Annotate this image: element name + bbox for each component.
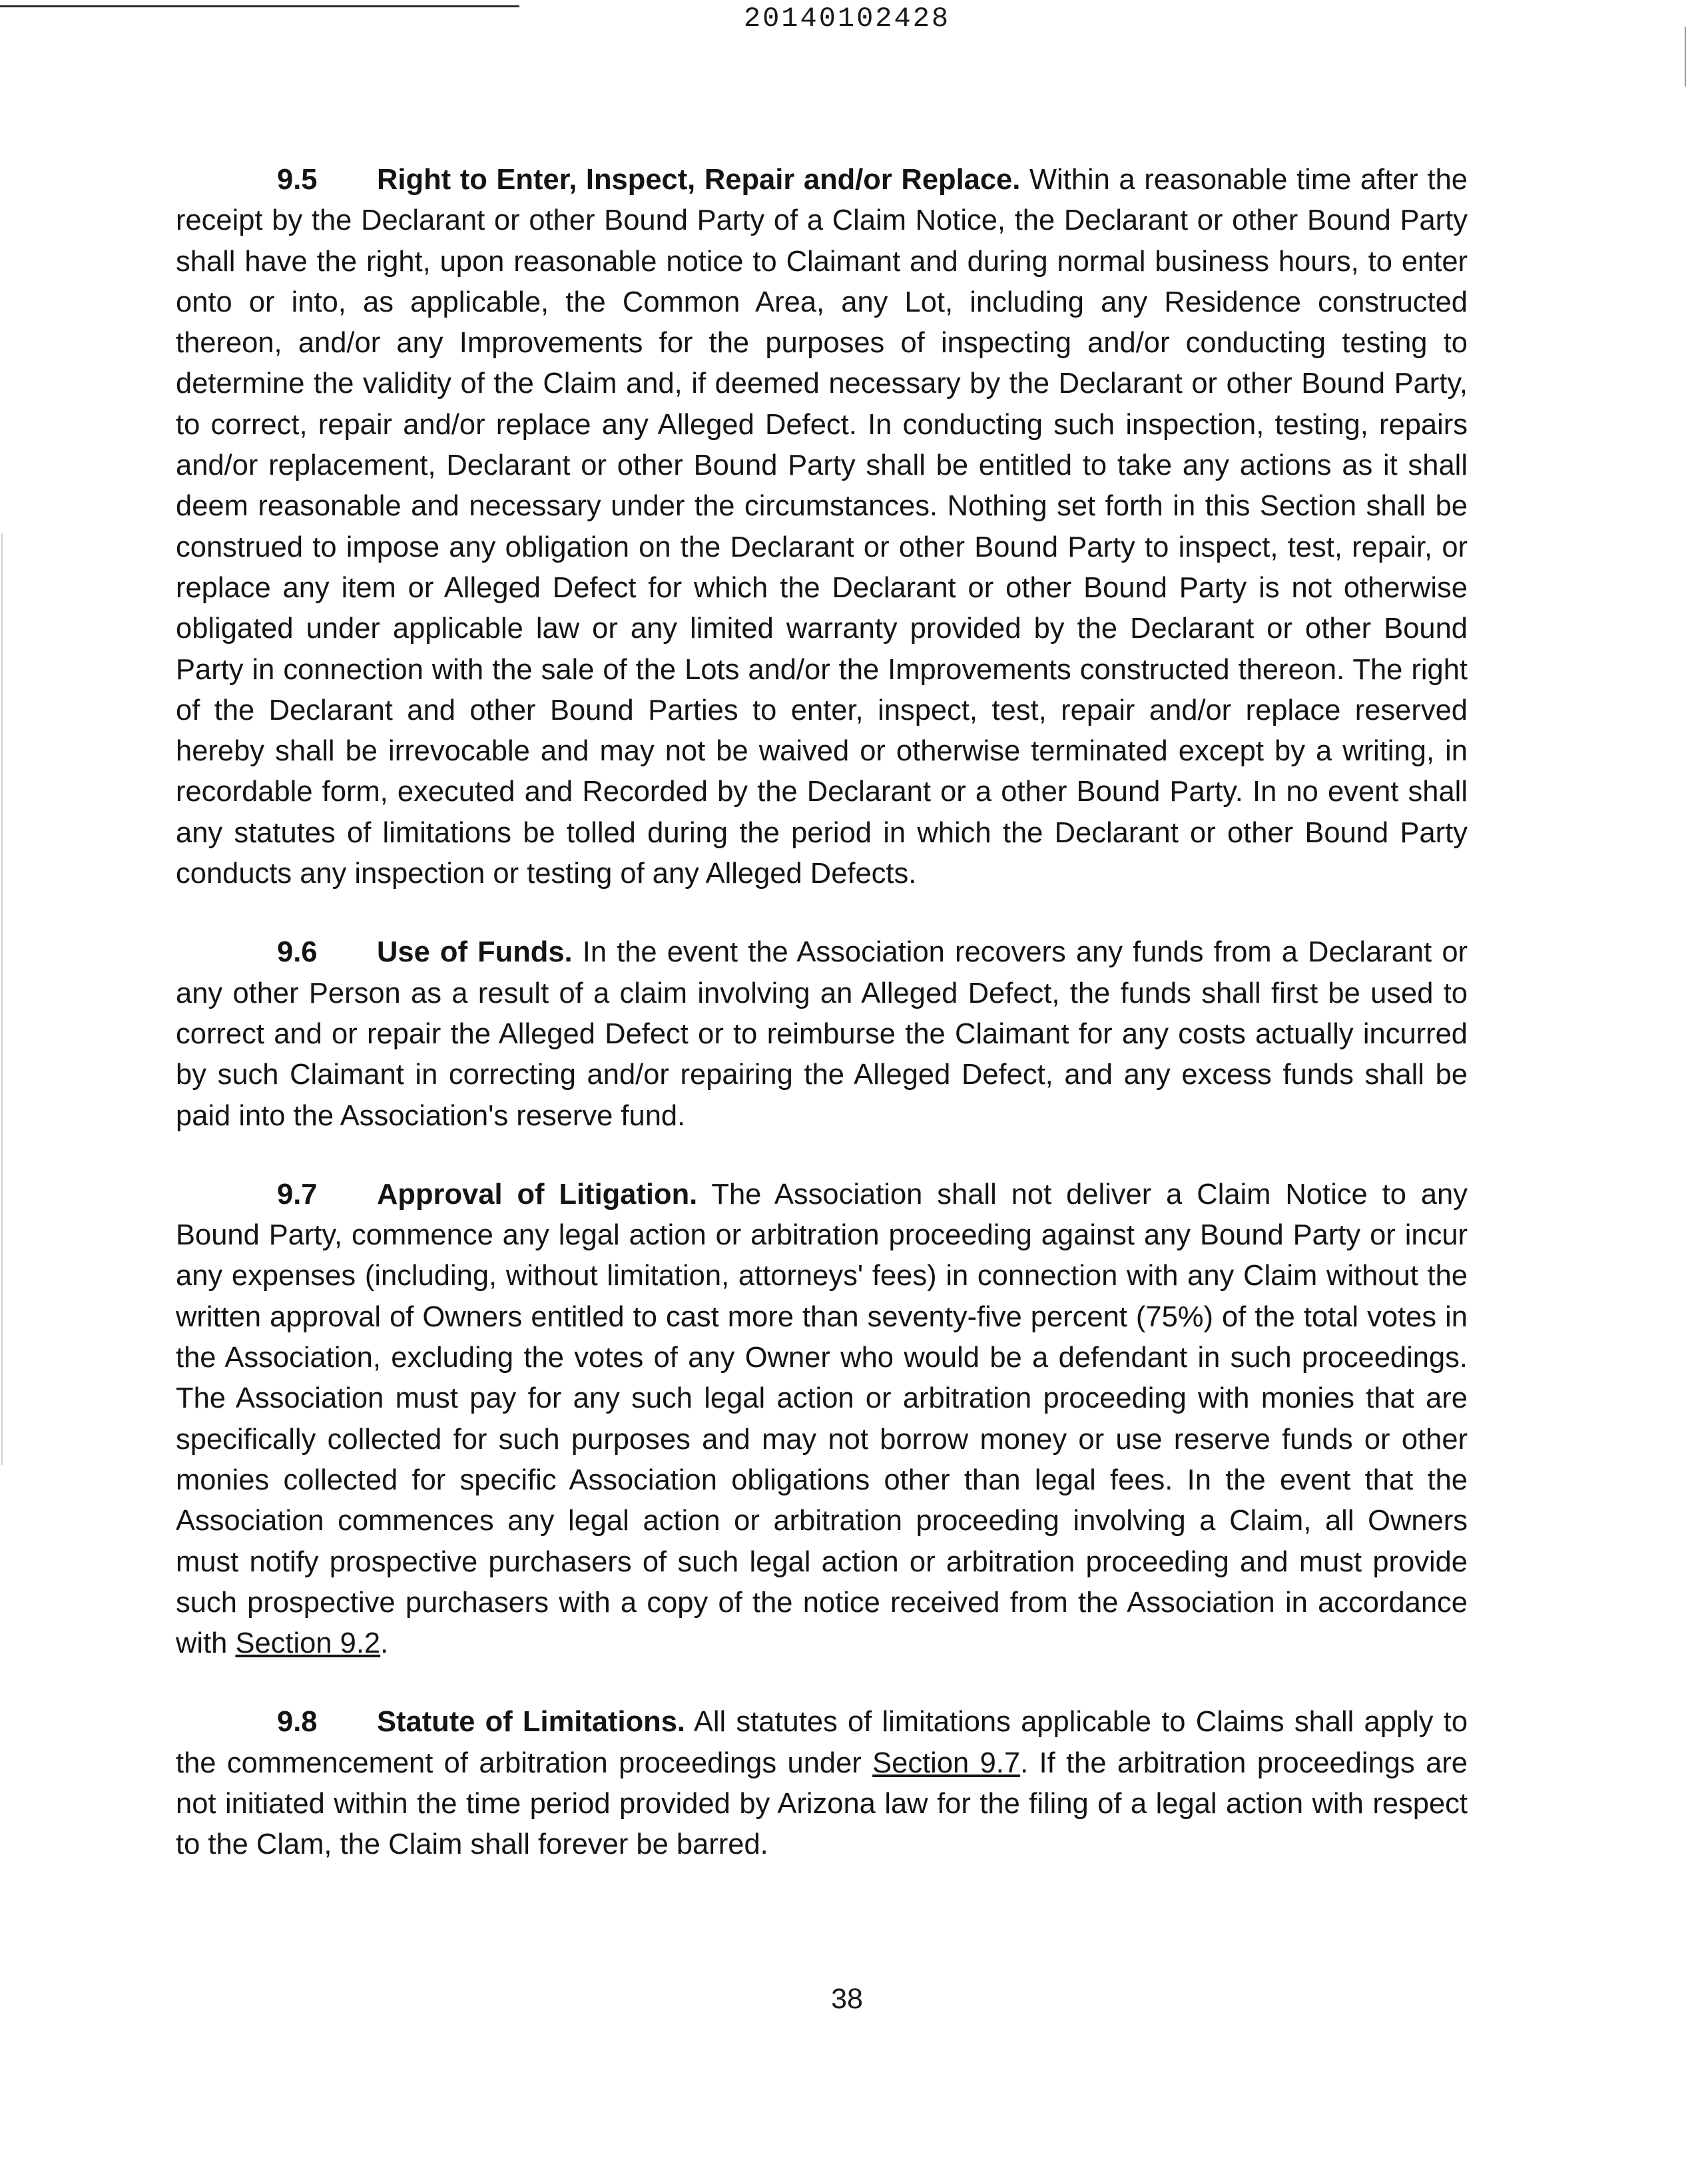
document-number: 20140102428 (743, 3, 951, 35)
section-number: 9.5 (277, 164, 318, 196)
section-body: In the event the Association recovers any funds from a Declarant or any other Person as a result of a claim involving an Alleged Defect, the funds shall first be used to correct and or repair the Alleged Defect or to reimburse the Claimant for any costs actually incurred by such Claimant in correcting and/or repairing the Alleged Defect, and any excess funds shall be paid into the Association's reserve fund. (176, 936, 1468, 1132)
section-body: The Association shall not deliver a Claim Notice to any Bound Party, commence any legal action or arbitration proceeding against any Bound Party or incur any expenses (including, without limitation, attorneys' fees) in connection with any Claim without the written approval of Owners entitled to cast more than seventy-five percent (75%) of the total votes in the Association, excluding the votes of any Owner who would be a defendant in such proceedings. The Association must pay for any such legal action or arbitration proceeding with monies that are specifically collected for such purposes and may not borrow money or use reserve funds or other monies collected for specific Association obligations other than legal fees. In the event that the Association commences any legal action or arbitration proceeding involving a Claim, all Owners must notify prospective purchasers of such legal action or arbitration proceeding and must provide such prospective purchasers with a copy of the notice received from the Association in accordance with (176, 1178, 1468, 1660)
page-number: 38 (831, 1983, 863, 2015)
right-edge-mark (1685, 27, 1686, 87)
section-9-6 (176, 932, 1468, 1136)
section-title: Approval of Litigation. (377, 1178, 698, 1211)
section-body-end: . If the arbitration proceedings are not initiated within the time period provided by Arizona law for the filing of a legal action with respect to the Clam, the Claim shall forever be barred. (176, 1747, 1468, 1861)
section-9-8 (176, 1702, 1468, 1865)
section-reference-link[interactable]: Section 9.2 (235, 1627, 381, 1660)
section-body-end: . (380, 1627, 389, 1660)
section-body: All statutes of limitations applicable to Claims shall apply to the commencement of arbitration proceedings under (176, 1706, 1468, 1779)
section-reference-link[interactable]: Section 9.7 (872, 1747, 1021, 1779)
section-body: Within a reasonable time after the receipt by the Declarant or other Bound Party of a Claim Notice, the Declarant or other Bound Party shall have the right, upon reasonable notice to Claimant and during normal business hours, to enter onto or into, as applicable, the Common Area, any Lot, including any Residence constructed thereon, and/or any Improvements for the purposes of inspecting and/or conducting testing to determine the validity of the Claim and, if deemed necessary by the Declarant or other Bound Party, to correct, repair and/or replace any Alleged Defect. In conducting such inspection, testing, repairs and/or replacement, Declarant or other Bound Party shall be entitled to take any actions as it shall deem reasonable and necessary under the circumstances. Nothing set forth in this Section shall be construed to impose any obligation on the Declarant or other Bound Party to inspect, test, repair, or replace any item or Alleged Defect for which the Declarant or other Bound Party is not otherwise obligated under applicable law or any limited warranty provided by the Declarant or other Bound Party in connection with the sale of the Lots and/or the Improvements constructed thereon. The right of the Declarant and other Bound Parties to enter, inspect, test, repair and/or replace reserved hereby shall be irrevocable and may not be waived or otherwise terminated except by a writing, in recordable form, executed and Recorded by the Declarant or a other Bound Party. In no event shall any statutes of limitations be tolled during the period in which the Declarant or other Bound Party conducts any inspection or testing of any Alleged Defects. (176, 164, 1468, 890)
section-number: 9.7 (277, 1178, 318, 1211)
section-title: Right to Enter, Inspect, Repair and/or Replace. (377, 164, 1021, 196)
section-title: Statute of Limitations. (377, 1706, 686, 1739)
section-title: Use of Funds. (377, 936, 573, 969)
section-9-7 (176, 1175, 1468, 1665)
left-edge-mark (1, 533, 3, 1465)
section-9-5 (176, 160, 1468, 894)
section-number: 9.6 (277, 936, 318, 969)
section-number: 9.8 (277, 1706, 318, 1739)
document-body (176, 160, 1468, 1866)
